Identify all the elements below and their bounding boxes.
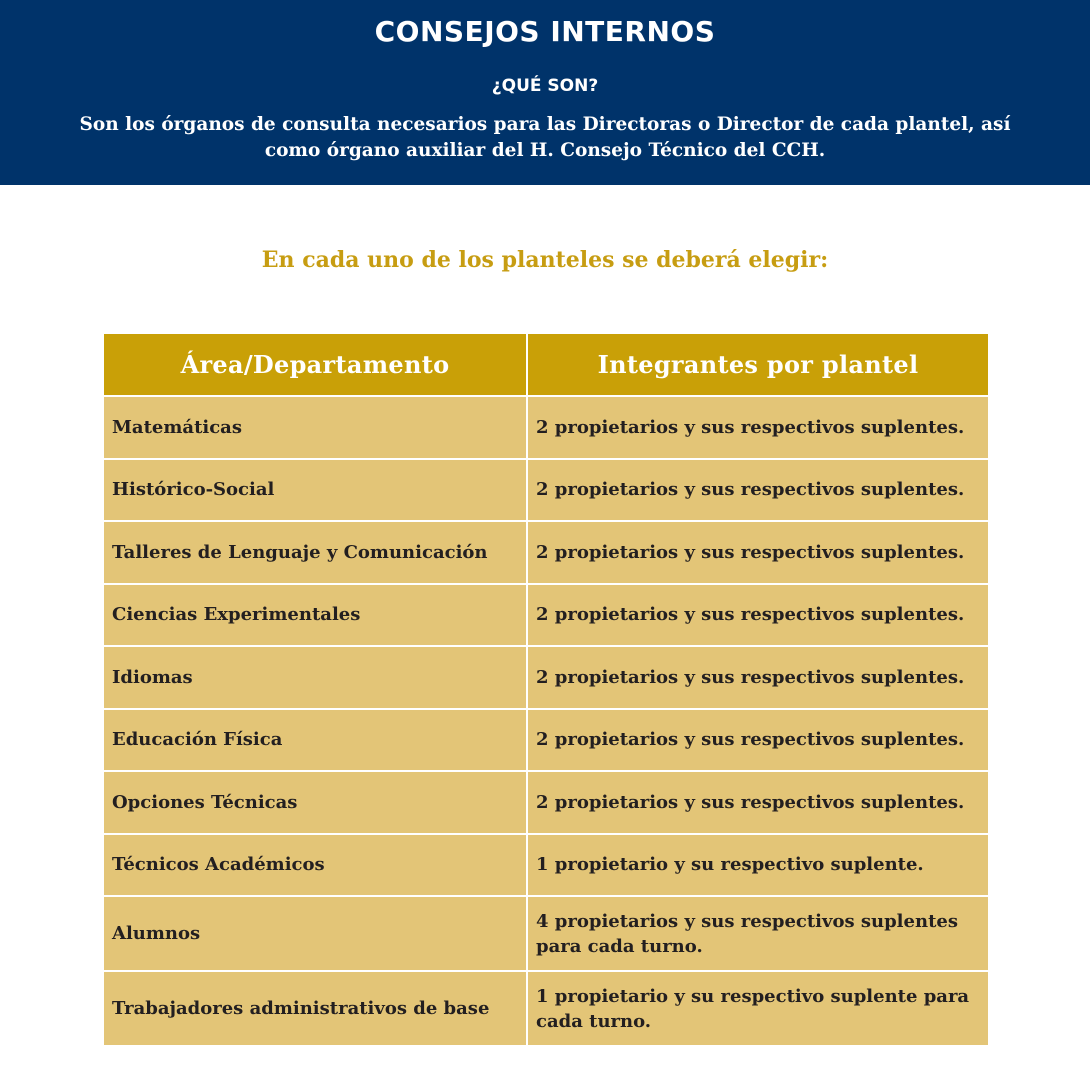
table-row bbox=[103, 896, 989, 971]
cell-members: 2 propietarios y sus respectivos suplentes. bbox=[527, 771, 989, 834]
cell-members: 2 propietarios y sus respectivos suplentes. bbox=[527, 521, 989, 584]
table-row bbox=[103, 584, 989, 647]
page-title: CONSEJOS INTERNOS bbox=[374, 15, 716, 48]
intro-heading: En cada uno de los planteles se deberá elegir: bbox=[261, 247, 829, 273]
column-header-members: Integrantes por plantel bbox=[527, 333, 989, 396]
cell-members: 1 propietario y su respectivo suplente para cada turno. bbox=[527, 971, 989, 1046]
cell-area: Matemáticas bbox=[103, 396, 527, 459]
cell-members: 4 propietarios y sus respectivos suplentes para cada turno. bbox=[527, 896, 989, 971]
cell-members: 2 propietarios y sus respectivos suplentes. bbox=[527, 396, 989, 459]
table-row bbox=[103, 834, 989, 897]
cell-area: Alumnos bbox=[103, 896, 527, 971]
table-row bbox=[103, 709, 989, 772]
table-row bbox=[103, 396, 989, 459]
members-table bbox=[102, 332, 990, 1047]
cell-area: Opciones Técnicas bbox=[103, 771, 527, 834]
page-description: Son los órganos de consulta necesarios para las Directoras o Director de cada plantel, así como órgano auxiliar del H. Consejo Técnico del CCH. bbox=[79, 114, 1011, 161]
cell-area: Idiomas bbox=[103, 646, 527, 709]
table-row bbox=[103, 971, 989, 1046]
table-header-row bbox=[103, 333, 989, 396]
table-row bbox=[103, 521, 989, 584]
table-row bbox=[103, 771, 989, 834]
cell-area: Histórico-Social bbox=[103, 459, 527, 522]
cell-area: Talleres de Lenguaje y Comunicación bbox=[103, 521, 527, 584]
cell-area: Ciencias Experimentales bbox=[103, 584, 527, 647]
cell-members: 1 propietario y su respectivo suplente. bbox=[527, 834, 989, 897]
cell-members: 2 propietarios y sus respectivos suplentes. bbox=[527, 709, 989, 772]
page-subtitle: ¿QUÉ SON? bbox=[491, 76, 599, 96]
cell-area: Trabajadores administrativos de base bbox=[103, 971, 527, 1046]
cell-members: 2 propietarios y sus respectivos suplentes. bbox=[527, 459, 989, 522]
cell-members: 2 propietarios y sus respectivos suplentes. bbox=[527, 646, 989, 709]
cell-area: Educación Física bbox=[103, 709, 527, 772]
cell-members: 2 propietarios y sus respectivos suplentes. bbox=[527, 584, 989, 647]
table-row bbox=[103, 459, 989, 522]
column-header-area: Área/Departamento bbox=[103, 333, 527, 396]
table-row bbox=[103, 646, 989, 709]
header-banner bbox=[0, 0, 1090, 185]
cell-area: Técnicos Académicos bbox=[103, 834, 527, 897]
